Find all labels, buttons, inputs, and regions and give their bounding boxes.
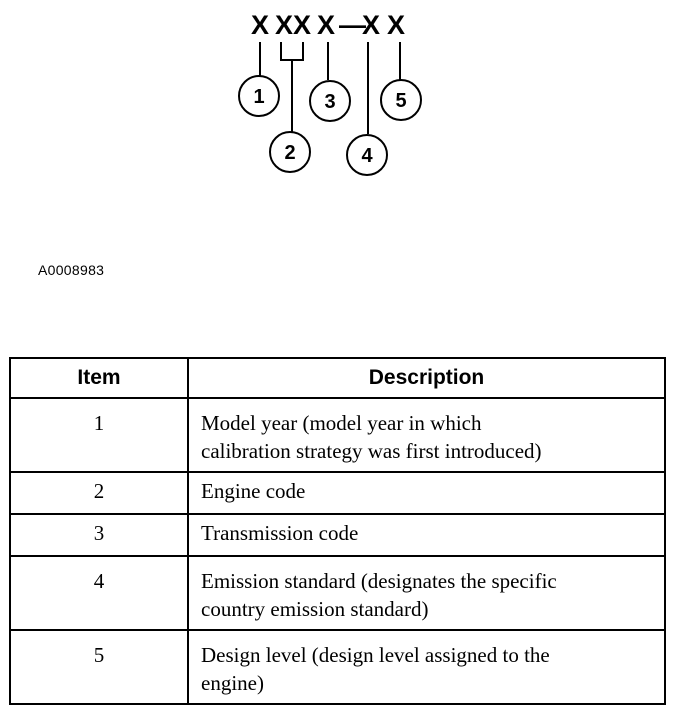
- code-char-3: X: [317, 10, 336, 40]
- description-line: engine): [201, 671, 264, 695]
- row-item-number: 4: [10, 556, 188, 630]
- description-line: Transmission code: [201, 521, 359, 545]
- header-description: Description: [188, 358, 665, 398]
- table-row: [10, 472, 665, 514]
- figure-id: A0008983: [38, 262, 105, 278]
- table-header-row: [10, 358, 665, 398]
- table-row: [10, 630, 665, 704]
- row-description: [188, 514, 665, 556]
- description-line: Model year (model year in which: [201, 411, 482, 435]
- callout-number-3: 3: [324, 91, 336, 113]
- header-item: Item: [10, 358, 188, 398]
- callout-number-2: 2: [284, 142, 296, 164]
- description-line: calibration strategy was first introduced): [201, 439, 542, 463]
- table-row: [10, 556, 665, 630]
- code-char-1: X: [251, 10, 270, 40]
- row-description: [188, 472, 665, 514]
- description-line: Engine code: [201, 479, 306, 503]
- table-row: [10, 398, 665, 472]
- description-line: Design level (design level assigned to the: [201, 643, 550, 667]
- description-line: Emission standard (designates the specific: [201, 569, 557, 593]
- row-description: [188, 630, 665, 704]
- row-item-number: 1: [10, 398, 188, 472]
- code-format-diagram: [0, 0, 688, 200]
- row-item-number: 2: [10, 472, 188, 514]
- callout-number-4: 4: [361, 145, 373, 167]
- code-char-2: XX: [275, 10, 312, 40]
- legend-table: [9, 357, 666, 705]
- leader-bracket-2: [281, 42, 303, 132]
- code-char-dash: —: [339, 10, 366, 40]
- table-row: [10, 514, 665, 556]
- row-description: [188, 556, 665, 630]
- row-item-number: 5: [10, 630, 188, 704]
- description-line: country emission standard): [201, 597, 429, 621]
- row-description: [188, 398, 665, 472]
- code-char-5: X: [387, 10, 406, 40]
- row-item-number: 3: [10, 514, 188, 556]
- callout-number-5: 5: [395, 90, 407, 112]
- code-char-4: X: [362, 10, 381, 40]
- callout-number-1: 1: [253, 86, 265, 108]
